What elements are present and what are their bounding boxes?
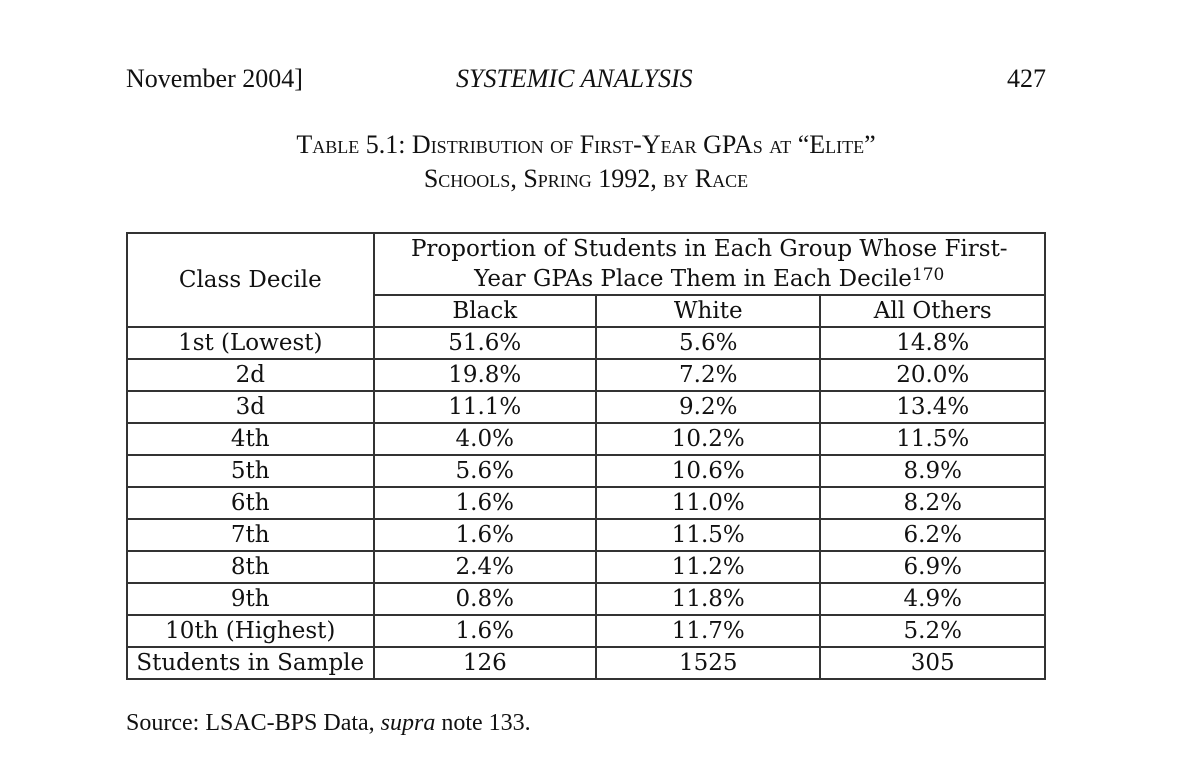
sample-white: 1525 — [596, 647, 820, 679]
table-body — [127, 327, 1045, 647]
column-header-white: White — [596, 295, 820, 327]
table-row — [127, 615, 1045, 647]
black-value-cell: 5.6% — [374, 455, 596, 487]
table-header-row — [127, 233, 1045, 295]
white-value-cell: 11.7% — [596, 615, 820, 647]
black-value-cell: 19.8% — [374, 359, 596, 391]
group-proportion-header — [374, 233, 1045, 295]
table-source-note — [126, 710, 531, 737]
decile-cell: 8th — [127, 551, 374, 583]
table-row — [127, 327, 1045, 359]
sample-label: Students in Sample — [127, 647, 374, 679]
page-number: 427 — [1007, 64, 1046, 93]
table-caption-line-2: Schools, Spring 1992, by Race — [423, 164, 749, 193]
decile-cell: 4th — [127, 423, 374, 455]
decile-cell: 6th — [127, 487, 374, 519]
table-row — [127, 519, 1045, 551]
all-others-value-cell: 11.5% — [820, 423, 1045, 455]
all-others-value-cell: 6.9% — [820, 551, 1045, 583]
black-value-cell: 1.6% — [374, 487, 596, 519]
group-header-line-2: Year GPAs Place Them in Each Decile — [474, 266, 912, 292]
all-others-value-cell: 5.2% — [820, 615, 1045, 647]
table-row — [127, 391, 1045, 423]
white-value-cell: 11.0% — [596, 487, 820, 519]
all-others-value-cell: 6.2% — [820, 519, 1045, 551]
black-value-cell: 4.0% — [374, 423, 596, 455]
sample-black: 126 — [374, 647, 596, 679]
running-head-title: SYSTEMIC ANALYSIS — [456, 64, 693, 93]
black-value-cell: 2.4% — [374, 551, 596, 583]
decile-cell: 7th — [127, 519, 374, 551]
table-row — [127, 487, 1045, 519]
all-others-value-cell: 4.9% — [820, 583, 1045, 615]
source-suffix: note 133. — [435, 710, 531, 736]
all-others-value-cell: 8.2% — [820, 487, 1045, 519]
all-others-value-cell: 20.0% — [820, 359, 1045, 391]
source-italic: supra — [380, 710, 436, 736]
black-value-cell: 11.1% — [374, 391, 596, 423]
black-value-cell: 0.8% — [374, 583, 596, 615]
all-others-value-cell: 14.8% — [820, 327, 1045, 359]
gpa-distribution-table — [126, 232, 1046, 680]
decile-cell: 2d — [127, 359, 374, 391]
running-head — [126, 64, 1046, 98]
footnote-ref: 170 — [911, 265, 945, 285]
decile-cell: 1st (Lowest) — [127, 327, 374, 359]
source-prefix: Source: LSAC-BPS Data, — [126, 710, 381, 736]
all-others-value-cell: 8.9% — [820, 455, 1045, 487]
table-row — [127, 551, 1045, 583]
table-row — [127, 423, 1045, 455]
decile-cell: 5th — [127, 455, 374, 487]
class-decile-header: Class Decile — [127, 233, 374, 327]
decile-cell: 9th — [127, 583, 374, 615]
white-value-cell: 11.8% — [596, 583, 820, 615]
all-others-value-cell: 13.4% — [820, 391, 1045, 423]
black-value-cell: 1.6% — [374, 519, 596, 551]
white-value-cell: 11.5% — [596, 519, 820, 551]
running-head-date: November 2004] — [126, 64, 303, 93]
white-value-cell: 10.2% — [596, 423, 820, 455]
white-value-cell: 5.6% — [596, 327, 820, 359]
sample-all-others: 305 — [820, 647, 1045, 679]
column-header-all-others: All Others — [820, 295, 1045, 327]
decile-cell: 3d — [127, 391, 374, 423]
table-row — [127, 359, 1045, 391]
white-value-cell: 11.2% — [596, 551, 820, 583]
decile-cell: 10th (Highest) — [127, 615, 374, 647]
table-row — [127, 455, 1045, 487]
white-value-cell: 10.6% — [596, 455, 820, 487]
students-in-sample-row — [127, 647, 1045, 679]
group-header-line-1: Proportion of Students in Each Group Whose First- — [410, 236, 1008, 262]
column-header-black: Black — [374, 295, 596, 327]
table-caption — [126, 128, 1046, 196]
white-value-cell: 9.2% — [596, 391, 820, 423]
black-value-cell: 51.6% — [374, 327, 596, 359]
table-caption-line-1: Table 5.1: Distribution of First-Year GPAs at “Elite” — [296, 130, 876, 159]
black-value-cell: 1.6% — [374, 615, 596, 647]
white-value-cell: 7.2% — [596, 359, 820, 391]
table-row — [127, 583, 1045, 615]
